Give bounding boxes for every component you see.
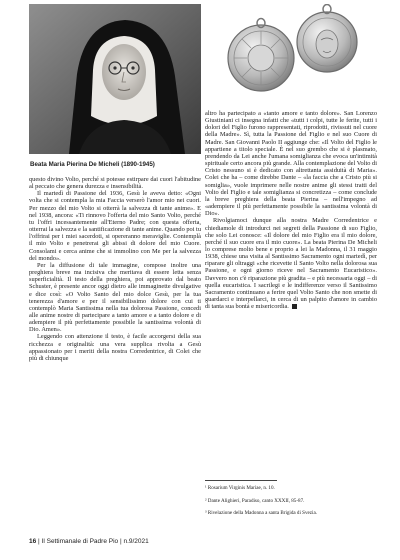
footnote: ² Dante Alighieri, Paradiso, canto XXXII, 85-87. [205, 497, 305, 504]
issue-number: n.9/2021 [123, 538, 149, 545]
paragraph: Leggendo con attenzione il testo, è facile accorgersi della sua ricchezza e originalità: una vera supplica rivolta a Gesù appassionato per i meriti della nostra Corredentrice, di Colei che più di chiunque [29, 333, 201, 362]
portrait-photo [29, 4, 201, 154]
page-footer [29, 538, 149, 545]
right-column-text [205, 110, 377, 466]
footer-separator: | [38, 538, 42, 545]
paragraph: questo divino Volto, perché si potesse estirpare dai cuori l'abitudine al peccato che genera durezza e insensibilità. [29, 176, 201, 191]
holy-face-medal-image [205, 4, 377, 106]
footer-separator: | [119, 538, 124, 545]
paragraph: altro ha partecipato a «tanto amore e tanto dolore». San Lorenzo Giustiniani ci insegna infatti che «tutti i colpi, tutte le ferite, tutti i dolori del Figlio furono rappresentati, riprodotti, rivissuti nel cuore della Madre». Sì, tutta la Passione del Figlio e nel suo Cuore di Madre. San Giovanni Paolo II aggiunge che: «Il Volto del Figlio le appartiene a titolo speciale. È nel suo grembo che si è plasmato, prendendo da Lei anche l'umana somiglianza che evoca un'intimità spirituale certo ancora più grande. Alla contemplazione del Volto di Cristo nessuno si è dedicato con altrettanta assiduità di Maria». Colei che ha – come direbbe Dante – «la faccia che a Cristo più si somiglia», vuole imprimere nelle nostre anime gli stessi tratti del Volto del Figlio e tale somiglianza si concretizza – come conclude la breve preghiera della beata Pierina – nell'impegno ad «adempiere il più perfettamente possibile la santissima volontà di Dio». [205, 110, 377, 218]
left-column-text [29, 176, 201, 532]
portrait-image [29, 4, 201, 154]
paragraph: Per la diffusione di tale immagine, compose inoltre una preghiera breve ma incisiva che meritava di essere letta senza superficialità. Il testo della preghiera, poi approvato dal beato Schuster, è presente ancor oggi dietro alle immaginette divulgative e dice così: «O Volto Santo del mio dolce Gesù, per la tua tenerezza d'amore e per il sensibilissimo dolore con cui ti contemplò Maria Santissima nella tua dolorosa Passione, concedi alle anime nostre di partecipare a tanto amore e a tanto dolore e di adempiere il più perfettamente possibile la santissima volontà di Dio. Amen». [29, 261, 201, 334]
footnote: ¹ Rosarium Virginis Mariae, n. 10. [205, 485, 275, 491]
medal-photo [205, 4, 377, 106]
paragraph [205, 217, 377, 310]
publication-name: Il Settimanale di Padre Pio [41, 538, 119, 545]
footnote: ³ Rivelazione della Madonna a santa Brigida di Svezia. [205, 510, 317, 517]
paragraph: Il martedì di Passione del 1936, Gesù le aveva detto: «Ogni volta che si contempla la mia Faccia verserò l'amor mio nei cuori. Per mezzo del mio Volto si otterrà la salvezza di tante anime». E nel 1938, ancora: «Ti rinnovo l'offerta del mio Santo Volto, perché tu l'offri incessantemente all'Eterno Padre; con questa offerta, otterrai la salvezza e la santificazione di tante anime. Quando poi tu l'offrirai per i miei sacerdoti, si opereranno meraviglie. Contemplà il mio Volto e penetrerai gli abissi di dolore del mio Cuore. Consolami e cerca anime che si immolino con Me per la salvezza del mondo». [29, 190, 201, 262]
end-of-article-square-icon [292, 304, 297, 309]
paragraph-text: Rivolgiamoci dunque alla nostra Madre Corredentrice e chiediamole di introdurci nei segreti della Passione di suo Figlio, che solo Lei conosce: «Il dolore del mio Figlio era il mio dolore, perché il suo cuore era il mio cuore». La beata Pierina De Micheli lo comprese molto bene e proprio a lei la Madonna, il 31 maggio 1938, chiese una visita al Santissimo Sacramento ogni martedì, per riparare gli oltraggi «che ricevette il Santo Volto nella dolorosa sua Passione, e ogni giorno riceve nel Sacramento Eucaristico». Davvero non c'è riparazione più gradita – e più necessaria oggi – di quella eucaristica. I sacrilegi e le indifferenze verso il Santissimo Sacramento continuano a ferire quel Volto Santo che non smette di guardarci e interpellarci, in cerca di un palpito d'amore in cambio di tanta sua bontà e misericordia. [205, 217, 377, 311]
page-number: 16 [29, 538, 37, 545]
footnote-divider [205, 480, 277, 481]
footnotes [205, 480, 377, 523]
photo-caption: Beata Maria Pierina De Micheli (1890-1945) [30, 161, 155, 168]
